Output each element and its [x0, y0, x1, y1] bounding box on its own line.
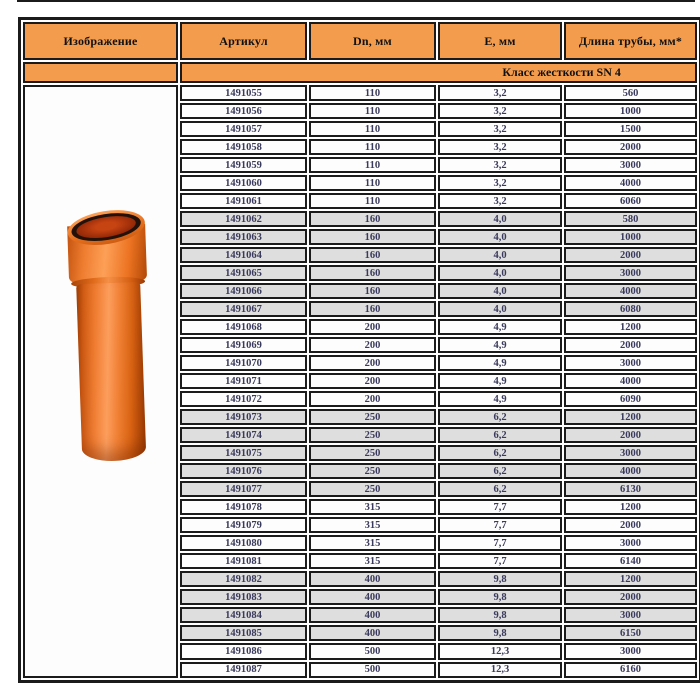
length-cell: 6090: [564, 391, 697, 407]
article-cell: 1491086: [180, 643, 307, 659]
length-cell: 6150: [564, 625, 697, 641]
wall-thickness-cell: 4,9: [438, 373, 562, 389]
length-cell: 6130: [564, 481, 697, 497]
wall-thickness-cell: 4,0: [438, 211, 562, 227]
dn-cell: 250: [309, 481, 436, 497]
article-cell: 1491082: [180, 571, 307, 587]
wall-thickness-cell: 4,9: [438, 355, 562, 371]
article-cell: 1491083: [180, 589, 307, 605]
length-cell: 3000: [564, 265, 697, 281]
wall-thickness-cell: 3,2: [438, 157, 562, 173]
dn-cell: 200: [309, 355, 436, 371]
length-cell: 6060: [564, 193, 697, 209]
article-cell: 1491056: [180, 103, 307, 119]
dn-cell: 250: [309, 409, 436, 425]
article-cell: 1491080: [180, 535, 307, 551]
wall-thickness-cell: 9,8: [438, 589, 562, 605]
article-cell: 1491071: [180, 373, 307, 389]
length-cell: 1500: [564, 121, 697, 137]
dn-cell: 110: [309, 121, 436, 137]
wall-thickness-cell: 4,0: [438, 265, 562, 281]
dn-cell: 400: [309, 589, 436, 605]
subheader-spacer-cell: [23, 62, 178, 83]
wall-thickness-cell: 4,0: [438, 283, 562, 299]
length-cell: 1000: [564, 229, 697, 245]
dn-cell: 400: [309, 571, 436, 587]
wall-thickness-cell: 6,2: [438, 427, 562, 443]
dn-cell: 315: [309, 535, 436, 551]
wall-thickness-cell: 9,8: [438, 625, 562, 641]
wall-thickness-cell: 12,3: [438, 662, 562, 679]
length-cell: 2000: [564, 589, 697, 605]
col-header-wall-thickness: E, мм: [438, 22, 562, 60]
length-cell: 4000: [564, 463, 697, 479]
dn-cell: 500: [309, 662, 436, 679]
dn-cell: 160: [309, 229, 436, 245]
length-cell: 3000: [564, 607, 697, 623]
article-cell: 1491073: [180, 409, 307, 425]
article-cell: 1491057: [180, 121, 307, 137]
wall-thickness-cell: 3,2: [438, 175, 562, 191]
page-top-rule: [17, 0, 695, 2]
wall-thickness-cell: 6,2: [438, 463, 562, 479]
dn-cell: 315: [309, 517, 436, 533]
pipe-spec-table: [18, 17, 700, 683]
length-cell: 3000: [564, 355, 697, 371]
pipe-image-cell: [23, 85, 178, 678]
wall-thickness-cell: 6,2: [438, 445, 562, 461]
length-cell: 1200: [564, 319, 697, 335]
table-row: [23, 85, 697, 101]
article-cell: 1491068: [180, 319, 307, 335]
length-cell: 2000: [564, 427, 697, 443]
dn-cell: 160: [309, 283, 436, 299]
wall-thickness-cell: 3,2: [438, 85, 562, 101]
dn-cell: 110: [309, 175, 436, 191]
wall-thickness-cell: 6,2: [438, 481, 562, 497]
wall-thickness-cell: 4,9: [438, 337, 562, 353]
length-cell: 2000: [564, 337, 697, 353]
length-cell: 3000: [564, 535, 697, 551]
dn-cell: 200: [309, 337, 436, 353]
table-header-row: [23, 22, 697, 60]
col-header-article: Артикул: [180, 22, 307, 60]
wall-thickness-cell: 4,0: [438, 301, 562, 317]
length-cell: 3000: [564, 445, 697, 461]
orange-pvc-pipe-image: [67, 210, 154, 463]
col-header-dn: Dn, мм: [309, 22, 436, 60]
article-cell: 1491076: [180, 463, 307, 479]
wall-thickness-cell: 4,0: [438, 247, 562, 263]
dn-cell: 200: [309, 319, 436, 335]
dn-cell: 315: [309, 553, 436, 569]
article-cell: 1491070: [180, 355, 307, 371]
dn-cell: 160: [309, 265, 436, 281]
dn-cell: 200: [309, 391, 436, 407]
wall-thickness-cell: 4,9: [438, 391, 562, 407]
article-cell: 1491062: [180, 211, 307, 227]
length-cell: 3000: [564, 157, 697, 173]
dn-cell: 160: [309, 301, 436, 317]
article-cell: 1491084: [180, 607, 307, 623]
stiffness-class-label: Класс жесткости SN 4: [502, 65, 621, 79]
length-cell: 4000: [564, 283, 697, 299]
length-cell: 4000: [564, 175, 697, 191]
article-cell: 1491081: [180, 553, 307, 569]
length-cell: 1000: [564, 103, 697, 119]
dn-cell: 200: [309, 373, 436, 389]
article-cell: 1491061: [180, 193, 307, 209]
wall-thickness-cell: 7,7: [438, 535, 562, 551]
article-cell: 1491074: [180, 427, 307, 443]
wall-thickness-cell: 4,0: [438, 229, 562, 245]
article-cell: 1491069: [180, 337, 307, 353]
dn-cell: 400: [309, 625, 436, 641]
pipe-body: [76, 282, 146, 462]
article-cell: 1491087: [180, 662, 307, 679]
article-cell: 1491079: [180, 517, 307, 533]
wall-thickness-cell: 3,2: [438, 139, 562, 155]
wall-thickness-cell: 9,8: [438, 607, 562, 623]
article-cell: 1491055: [180, 85, 307, 101]
wall-thickness-cell: 4,9: [438, 319, 562, 335]
wall-thickness-cell: 3,2: [438, 103, 562, 119]
length-cell: 2000: [564, 517, 697, 533]
article-cell: 1491085: [180, 625, 307, 641]
length-cell: 4000: [564, 373, 697, 389]
dn-cell: 250: [309, 445, 436, 461]
article-cell: 1491058: [180, 139, 307, 155]
article-cell: 1491066: [180, 283, 307, 299]
length-cell: 2000: [564, 247, 697, 263]
article-cell: 1491063: [180, 229, 307, 245]
stiffness-class-cell: [180, 62, 697, 83]
length-cell: 3000: [564, 643, 697, 659]
wall-thickness-cell: 9,8: [438, 571, 562, 587]
article-cell: 1491065: [180, 265, 307, 281]
length-cell: 2000: [564, 139, 697, 155]
article-cell: 1491060: [180, 175, 307, 191]
col-header-image: Изображение: [23, 22, 178, 60]
dn-cell: 110: [309, 157, 436, 173]
dn-cell: 500: [309, 643, 436, 659]
article-cell: 1491078: [180, 499, 307, 515]
length-cell: 1200: [564, 409, 697, 425]
length-cell: 6160: [564, 662, 697, 679]
article-cell: 1491059: [180, 157, 307, 173]
dn-cell: 315: [309, 499, 436, 515]
dn-cell: 160: [309, 247, 436, 263]
length-cell: 6080: [564, 301, 697, 317]
dn-cell: 110: [309, 139, 436, 155]
wall-thickness-cell: 7,7: [438, 499, 562, 515]
wall-thickness-cell: 6,2: [438, 409, 562, 425]
dn-cell: 110: [309, 85, 436, 101]
dn-cell: 110: [309, 103, 436, 119]
wall-thickness-cell: 7,7: [438, 553, 562, 569]
stiffness-class-row: [23, 62, 697, 83]
article-cell: 1491077: [180, 481, 307, 497]
wall-thickness-cell: 3,2: [438, 121, 562, 137]
article-cell: 1491067: [180, 301, 307, 317]
article-cell: 1491064: [180, 247, 307, 263]
length-cell: 580: [564, 211, 697, 227]
article-cell: 1491075: [180, 445, 307, 461]
col-header-length: Длина трубы, мм*: [564, 22, 697, 60]
length-cell: 560: [564, 85, 697, 101]
dn-cell: 160: [309, 211, 436, 227]
dn-cell: 110: [309, 193, 436, 209]
table-body: [23, 85, 697, 678]
length-cell: 6140: [564, 553, 697, 569]
article-cell: 1491072: [180, 391, 307, 407]
length-cell: 1200: [564, 571, 697, 587]
wall-thickness-cell: 7,7: [438, 517, 562, 533]
wall-thickness-cell: 12,3: [438, 643, 562, 659]
dn-cell: 400: [309, 607, 436, 623]
dn-cell: 250: [309, 463, 436, 479]
length-cell: 1200: [564, 499, 697, 515]
dn-cell: 250: [309, 427, 436, 443]
wall-thickness-cell: 3,2: [438, 193, 562, 209]
